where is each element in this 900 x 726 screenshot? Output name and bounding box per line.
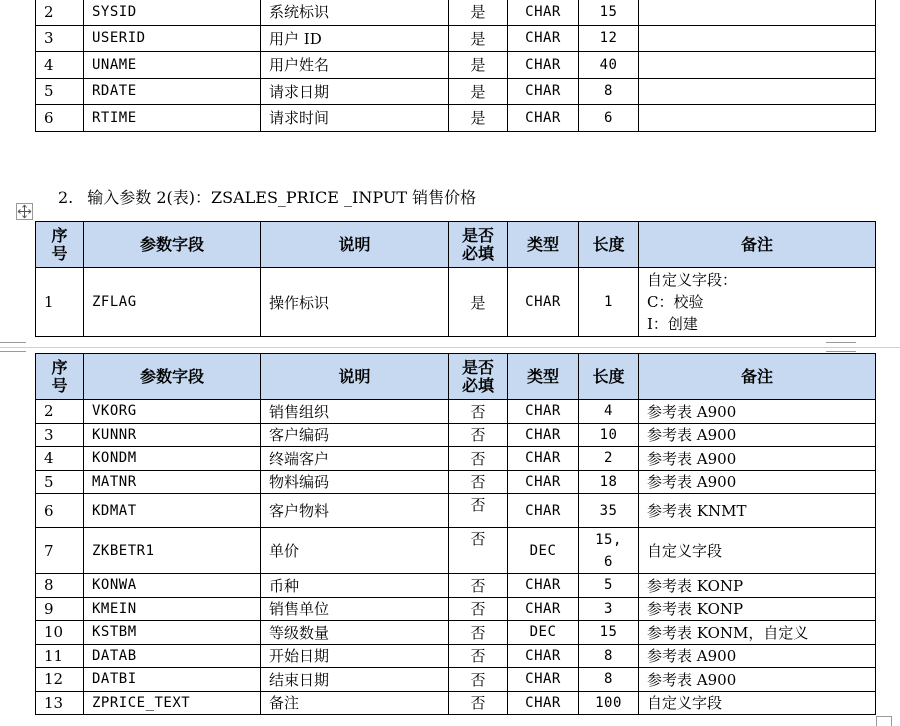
table-row: [36, 52, 876, 79]
cell-type: CHAR: [508, 0, 579, 25]
cell-field: VKORG: [84, 400, 261, 424]
table-row: [36, 597, 876, 621]
cell-desc: 物料编码: [261, 470, 449, 494]
header-desc: 说明: [261, 354, 449, 400]
cell-no: 2: [36, 0, 84, 25]
cell-note: 参考表 A900: [639, 644, 876, 668]
cell-field: KONWA: [84, 574, 261, 598]
header-field: 参数字段: [84, 222, 261, 268]
table-row: [36, 105, 876, 132]
cell-no: 8: [36, 574, 84, 598]
section-break-line: [0, 347, 900, 348]
cell-length: 8: [579, 78, 639, 105]
cell-type: CHAR: [508, 447, 579, 471]
table-row: [36, 25, 876, 52]
cell-required: 是: [449, 25, 508, 52]
cell-note: 参考表 KONM，自定义: [639, 621, 876, 645]
cell-required: 否: [449, 691, 508, 715]
cell-desc: 请求日期: [261, 78, 449, 105]
cell-no: 3: [36, 423, 84, 447]
cell-required: 否: [449, 447, 508, 471]
cell-type: CHAR: [508, 597, 579, 621]
cell-type: CHAR: [508, 25, 579, 52]
cell-required: 否: [449, 423, 508, 447]
cell-required: 否: [449, 494, 508, 528]
cell-type: CHAR: [508, 494, 579, 528]
header-type: 类型: [508, 222, 579, 268]
header-no: 序 号: [36, 354, 84, 400]
cell-required: 是: [449, 52, 508, 79]
cell-desc: 系统标识: [261, 0, 449, 25]
header-required: 是否 必填: [449, 354, 508, 400]
cell-no: 7: [36, 528, 84, 574]
cell-type: CHAR: [508, 668, 579, 692]
cell-desc: 备注: [261, 691, 449, 715]
header-type: 类型: [508, 354, 579, 400]
table-row: [36, 78, 876, 105]
cell-note: 参考表 A900: [639, 668, 876, 692]
cell-length: 12: [579, 25, 639, 52]
cell-no: 5: [36, 470, 84, 494]
table-move-handle-icon[interactable]: [16, 203, 33, 220]
cell-note: [639, 105, 876, 132]
cell-field: KDMAT: [84, 494, 261, 528]
cell-no: 5: [36, 78, 84, 105]
cell-note: [639, 25, 876, 52]
cell-type: CHAR: [508, 470, 579, 494]
cell-desc: 客户编码: [261, 423, 449, 447]
left-margin-marker: [0, 342, 26, 352]
length-line: 15,: [595, 531, 622, 548]
cell-no: 12: [36, 668, 84, 692]
header-required: 是否 必填: [449, 222, 508, 268]
cell-desc: 销售组织: [261, 400, 449, 424]
right-margin-marker: [826, 342, 856, 352]
cell-required: 否: [449, 644, 508, 668]
cell-required: 否: [449, 528, 508, 574]
cell-type: CHAR: [508, 78, 579, 105]
cell-no: 9: [36, 597, 84, 621]
length-line: 6: [604, 553, 613, 570]
cell-desc: 请求时间: [261, 105, 449, 132]
cell-no: 10: [36, 621, 84, 645]
cell-length: 5: [579, 574, 639, 598]
cell-length: [579, 528, 639, 574]
cell-no: 13: [36, 691, 84, 715]
cell-note: 参考表 A900: [639, 423, 876, 447]
cell-length: 40: [579, 52, 639, 79]
cell-field: DATBI: [84, 668, 261, 692]
cell-note: 自定义字段: [639, 528, 876, 574]
cell-desc: 用户 ID: [261, 25, 449, 52]
cell-no: 3: [36, 25, 84, 52]
cell-field: ZFLAG: [84, 268, 261, 337]
cell-note: 参考表 KONP: [639, 574, 876, 598]
table-row: [36, 621, 876, 645]
cell-desc: 销售单位: [261, 597, 449, 621]
cell-field: RTIME: [84, 105, 261, 132]
cell-type: CHAR: [508, 268, 579, 337]
note-line: I：创建: [647, 315, 698, 333]
cell-field: MATNR: [84, 470, 261, 494]
input-params-table-1: [35, 0, 876, 132]
header-desc: 说明: [261, 222, 449, 268]
cell-length: 4: [579, 400, 639, 424]
cell-length: 100: [579, 691, 639, 715]
cell-field: KSTBM: [84, 621, 261, 645]
cell-length: 8: [579, 644, 639, 668]
table-row: [36, 691, 876, 715]
cell-required: 是: [449, 0, 508, 25]
note-line: C：校验: [647, 293, 704, 311]
cell-length: 10: [579, 423, 639, 447]
table-row: [36, 268, 876, 337]
cell-required: 是: [449, 78, 508, 105]
cell-field: KMEIN: [84, 597, 261, 621]
cell-desc: 用户姓名: [261, 52, 449, 79]
section-title: 输入参数 2(表)：ZSALES_PRICE _INPUT 销售价格: [87, 188, 477, 207]
cell-desc: 开始日期: [261, 644, 449, 668]
cell-field: KUNNR: [84, 423, 261, 447]
cell-field: USERID: [84, 25, 261, 52]
header-note: 备注: [639, 222, 876, 268]
cell-required: 是: [449, 105, 508, 132]
cell-field: RDATE: [84, 78, 261, 105]
cell-no: 4: [36, 447, 84, 471]
cell-desc: 操作标识: [261, 268, 449, 337]
cell-type: CHAR: [508, 574, 579, 598]
cell-type: CHAR: [508, 52, 579, 79]
table-row: [36, 668, 876, 692]
header-note: 备注: [639, 354, 876, 400]
cell-length: 8: [579, 668, 639, 692]
sales-price-input-table-part-2: [35, 353, 876, 715]
cell-required: 否: [449, 597, 508, 621]
header-length: 长度: [579, 222, 639, 268]
cell-field: UNAME: [84, 52, 261, 79]
cell-field: KONDM: [84, 447, 261, 471]
cell-note: 自定义字段: [639, 691, 876, 715]
cell-type: DEC: [508, 621, 579, 645]
cell-note: 参考表 KNMT: [639, 494, 876, 528]
cell-no: 11: [36, 644, 84, 668]
table-header-row: [36, 222, 876, 268]
cell-required: 是: [449, 268, 508, 337]
table-row: [36, 644, 876, 668]
cell-required: 否: [449, 470, 508, 494]
cell-length: 1: [579, 268, 639, 337]
cell-desc: 单价: [261, 528, 449, 574]
section-number: 2.: [58, 188, 74, 207]
cell-no: 6: [36, 105, 84, 132]
table-row: [36, 400, 876, 424]
table-row: [36, 447, 876, 471]
cell-field: ZPRICE_TEXT: [84, 691, 261, 715]
cell-note: 参考表 A900: [639, 470, 876, 494]
cell-field: DATAB: [84, 644, 261, 668]
cell-note: [639, 52, 876, 79]
cell-field: SYSID: [84, 0, 261, 25]
cell-note: 参考表 KONP: [639, 597, 876, 621]
cell-desc: 等级数量: [261, 621, 449, 645]
table-header-row: [36, 354, 876, 400]
cell-desc: 币种: [261, 574, 449, 598]
cell-required: 否: [449, 400, 508, 424]
header-length: 长度: [579, 354, 639, 400]
table-row: [36, 528, 876, 574]
cell-length: 15: [579, 621, 639, 645]
cell-type: CHAR: [508, 105, 579, 132]
cell-note: [639, 78, 876, 105]
cell-no: 4: [36, 52, 84, 79]
table-row: [36, 0, 876, 25]
cell-desc: 客户物料: [261, 494, 449, 528]
header-field: 参数字段: [84, 354, 261, 400]
cell-length: 6: [579, 105, 639, 132]
cell-length: 18: [579, 470, 639, 494]
cell-field: ZKBETR1: [84, 528, 261, 574]
table-row: [36, 494, 876, 528]
cell-type: CHAR: [508, 423, 579, 447]
cell-desc: 终端客户: [261, 447, 449, 471]
cell-length: 35: [579, 494, 639, 528]
cell-type: DEC: [508, 528, 579, 574]
cell-length: 3: [579, 597, 639, 621]
table-row: [36, 470, 876, 494]
cell-type: CHAR: [508, 644, 579, 668]
cell-type: CHAR: [508, 400, 579, 424]
cell-no: 6: [36, 494, 84, 528]
header-no: 序 号: [36, 222, 84, 268]
cell-length: 2: [579, 447, 639, 471]
note-line: 自定义字段：: [647, 271, 738, 289]
cell-no: 1: [36, 268, 84, 337]
cell-note: [639, 268, 876, 337]
cell-note: 参考表 A900: [639, 400, 876, 424]
section-heading: [58, 185, 476, 208]
table-row: [36, 423, 876, 447]
cell-length: 15: [579, 0, 639, 25]
table-row: [36, 574, 876, 598]
cell-required: 否: [449, 621, 508, 645]
cell-no: 2: [36, 400, 84, 424]
cell-note: 参考表 A900: [639, 447, 876, 471]
cell-required: 否: [449, 574, 508, 598]
cell-required: 否: [449, 668, 508, 692]
sales-price-input-table-part-1: [35, 221, 876, 337]
cell-desc: 结束日期: [261, 668, 449, 692]
cell-note: [639, 0, 876, 25]
cell-type: CHAR: [508, 691, 579, 715]
